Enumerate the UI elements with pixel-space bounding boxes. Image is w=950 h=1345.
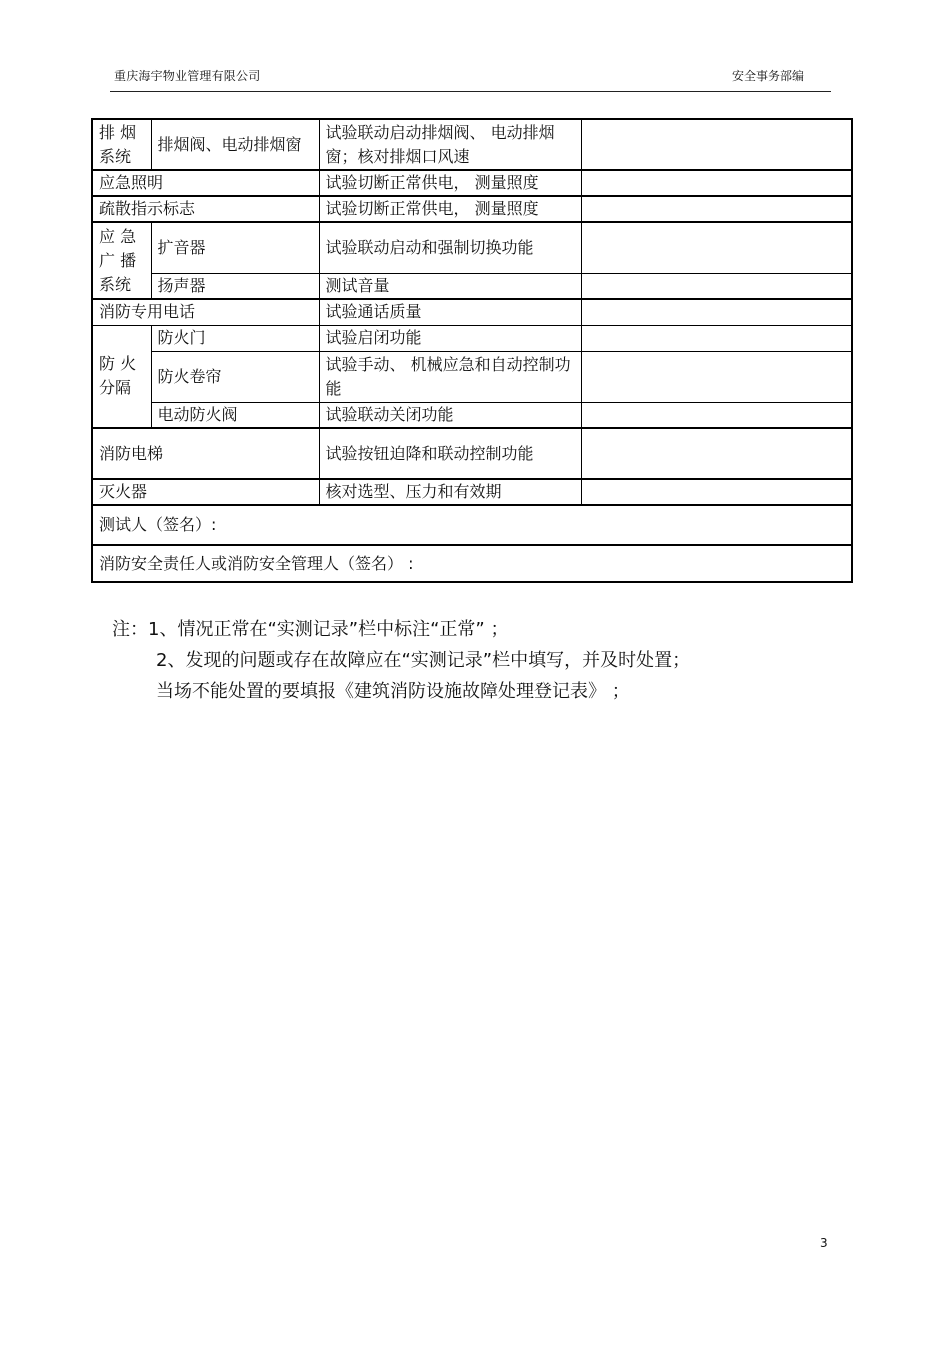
item-fire-damper: 电动防火阀 <box>151 402 319 428</box>
header-department: 安全事务部编 <box>732 69 805 83</box>
table-row-fire-phone <box>92 299 852 325</box>
record-cell-fire-phone[interactable] <box>581 299 852 325</box>
method-amplifier: 试验联动启动和强制切换功能 <box>319 222 581 273</box>
notes-section <box>112 614 832 707</box>
note-line-3: 当场不能处置的要填报《建筑消防设施故障处理登记表》 ； <box>156 681 630 702</box>
manager-signature-field[interactable]: 消防安全责任人或消防安全管理人（签名） : <box>92 545 852 582</box>
inspection-table <box>91 118 853 583</box>
table-row-extinguisher <box>92 479 852 505</box>
system-fire-elevator: 消防电梯 <box>92 428 319 479</box>
method-speaker: 测试音量 <box>319 273 581 299</box>
item-speaker: 扬声器 <box>151 273 319 299</box>
note-line-1: 注：1、情况正常在“实测记录”栏中标注“正常” ； <box>112 619 509 640</box>
table-row-emergency-lighting <box>92 170 852 196</box>
table-row-evacuation-signs <box>92 196 852 222</box>
record-cell-evacuation-signs[interactable] <box>581 196 852 222</box>
header-divider <box>110 91 831 92</box>
system-fire-phone: 消防专用电话 <box>92 299 319 325</box>
record-cell-fire-damper[interactable] <box>581 402 852 428</box>
table-row-tester-signature <box>92 505 852 545</box>
table-row-fire-door <box>92 325 852 351</box>
record-cell-fire-shutter[interactable] <box>581 351 852 402</box>
item-smoke-valve: 排烟阀、电动排烟窗 <box>151 119 319 170</box>
table-row-fire-damper <box>92 402 852 428</box>
method-extinguisher: 核对选型、压力和有效期 <box>319 479 581 505</box>
header-company-name: 重庆海宇物业管理有限公司 <box>114 69 261 83</box>
system-fire-separation: 防 火 分隔 <box>92 325 151 428</box>
table-row-broadcast-speaker <box>92 273 852 299</box>
record-cell-smoke-exhaust[interactable] <box>581 119 852 170</box>
record-cell-fire-door[interactable] <box>581 325 852 351</box>
item-fire-shutter: 防火卷帘 <box>151 351 319 402</box>
method-fire-shutter: 试验手动、 机械应急和自动控制功能 <box>319 351 581 402</box>
page-number: 3 <box>820 1236 828 1250</box>
method-emergency-lighting: 试验切断正常供电， 测量照度 <box>319 170 581 196</box>
table-row-broadcast-amplifier <box>92 222 852 273</box>
table-row-manager-signature <box>92 545 852 582</box>
method-fire-damper: 试验联动关闭功能 <box>319 402 581 428</box>
item-amplifier: 扩音器 <box>151 222 319 273</box>
system-smoke-exhaust: 排 烟 系统 <box>92 119 151 170</box>
record-cell-amplifier[interactable] <box>581 222 852 273</box>
method-smoke-exhaust: 试验联动启动排烟阀、 电动排烟窗；核对排烟口风速 <box>319 119 581 170</box>
table-row-smoke-exhaust <box>92 119 852 170</box>
system-evacuation-signs: 疏散指示标志 <box>92 196 319 222</box>
system-emergency-broadcast: 应 急 广 播 系统 <box>92 222 151 299</box>
note-line-2: 2、发现的问题或存在故障应在“实测记录”栏中填写，并及时处置； <box>156 650 691 671</box>
tester-signature-field[interactable]: 测试人（签名）: <box>92 505 852 545</box>
method-fire-elevator: 试验按钮迫降和联动控制功能 <box>319 428 581 479</box>
record-cell-extinguisher[interactable] <box>581 479 852 505</box>
table-row-fire-shutter <box>92 351 852 402</box>
table-row-fire-elevator <box>92 428 852 479</box>
method-evacuation-signs: 试验切断正常供电， 测量照度 <box>319 196 581 222</box>
record-cell-speaker[interactable] <box>581 273 852 299</box>
system-extinguisher: 灭火器 <box>92 479 319 505</box>
system-emergency-lighting: 应急照明 <box>92 170 319 196</box>
record-cell-fire-elevator[interactable] <box>581 428 852 479</box>
method-fire-door: 试验启闭功能 <box>319 325 581 351</box>
record-cell-emergency-lighting[interactable] <box>581 170 852 196</box>
method-fire-phone: 试验通话质量 <box>319 299 581 325</box>
item-fire-door: 防火门 <box>151 325 319 351</box>
